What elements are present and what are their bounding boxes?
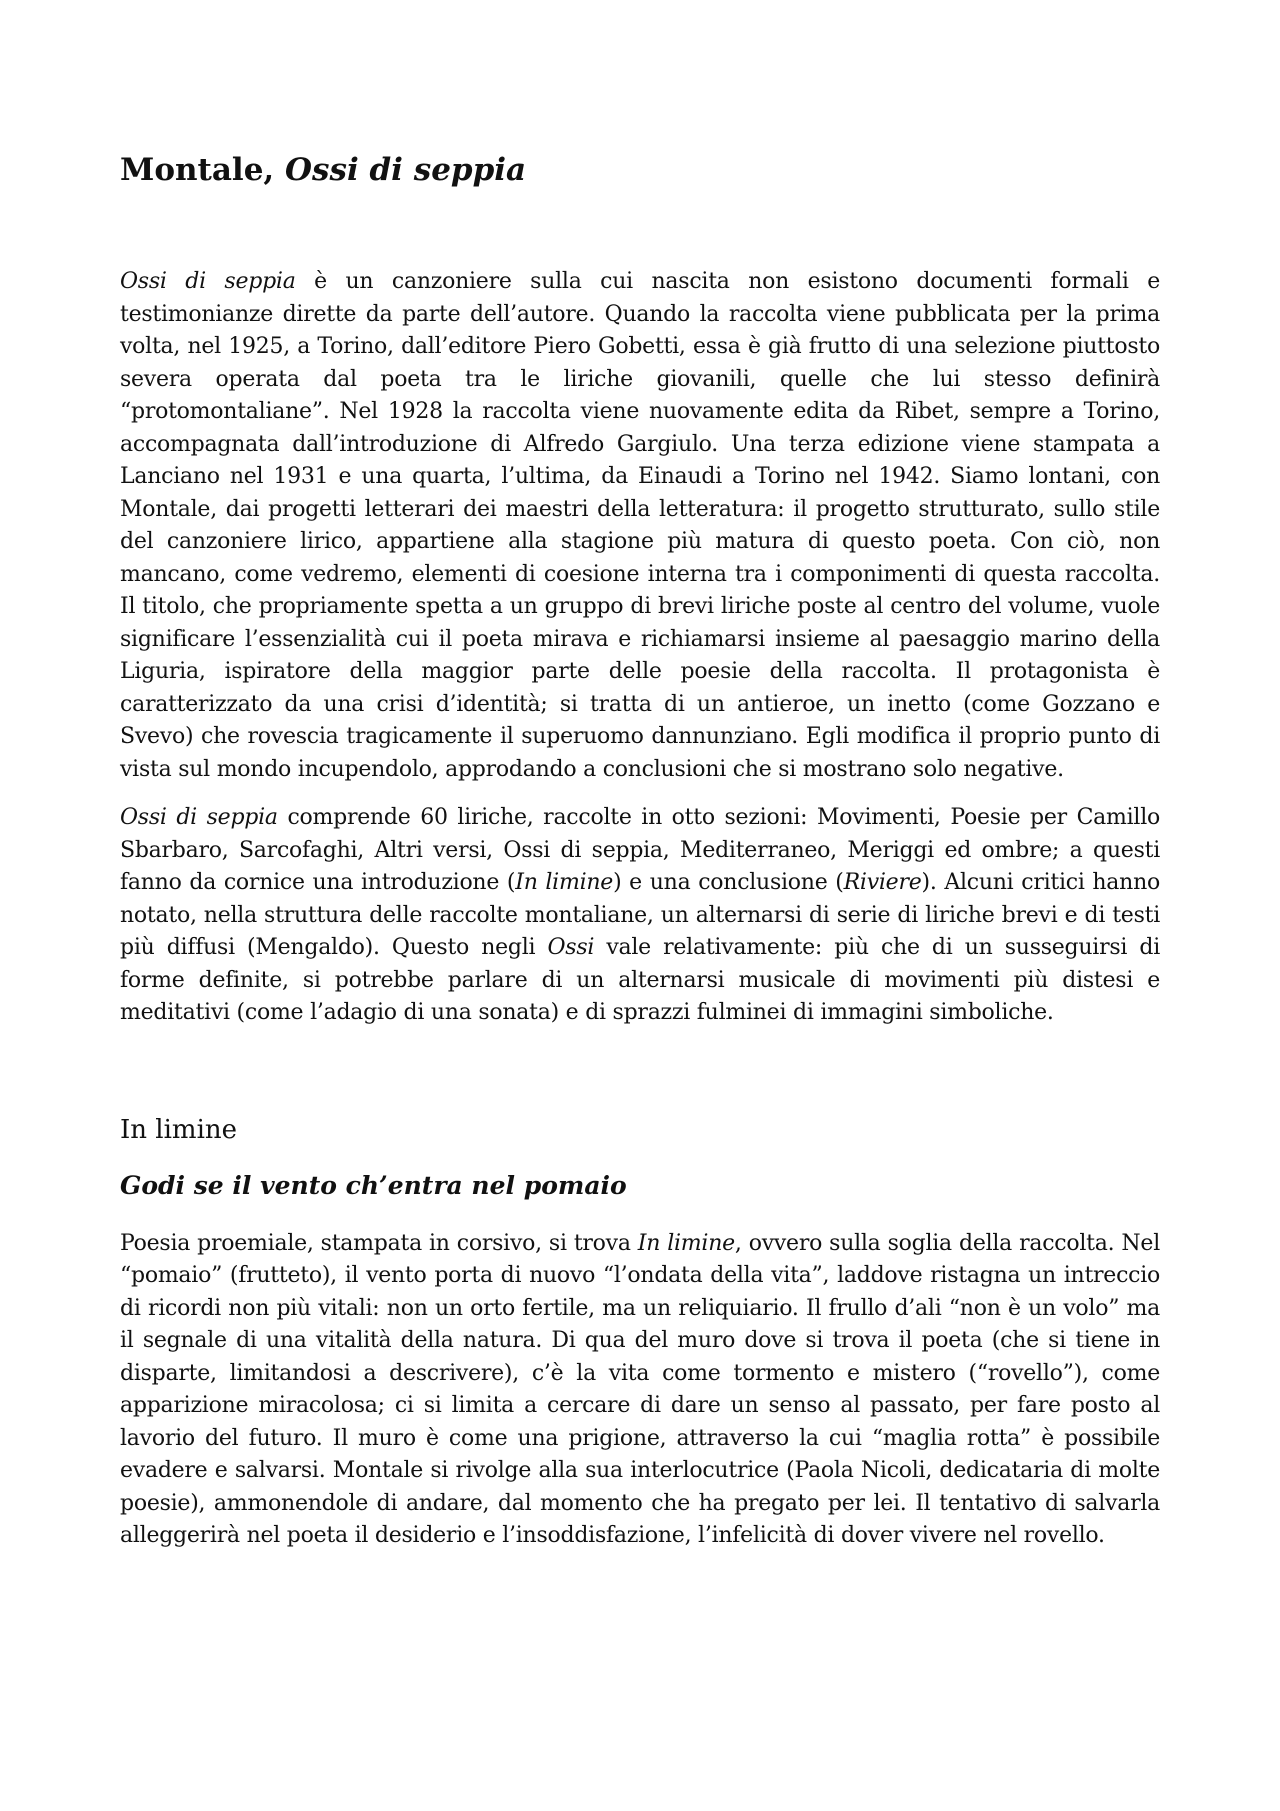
structure-text-4: vale relativamente: più che di un susseguirsi di forme definite, si potrebbe parlare di un alternarsi musicale di movimenti più distesi e meditativi (come l’adagio di una sonata) e di sprazzi fulminei di immagini simboliche. [120,935,1160,1025]
document-page [120,150,1160,1553]
poem-title: Godi se il vento ch’entra nel pomaio [120,1170,627,1200]
section-heading: In limine [120,1114,238,1145]
intro-lead: Ossi di seppia [120,269,296,294]
structure-in-limine: In limine [515,870,614,895]
structure-ossi: Ossi [547,935,595,960]
commentary-text-2: , ovvero sulla soglia della raccolta. Nel “pomaio” (frutteto), il vento porta di nuovo “l’ondata della vita”, laddove ristagna un intreccio di ricordi non più vitali: non un orto fertile, ma un reliquiario. Il frullo d’ali “non è un volo” ma il segnale di una vitalità della natura. Di qua del muro dove si trova il poeta (che si tiene in disparte, limitandosi a descrivere), c’è la vita come tormento e mistero (“rovello”), come apparizione miracolosa; ci si limita a cercare di dare un senso al passato, per fare posto al lavorio del futuro. Il muro è come una prigione, attraverso la cui “maglia rotta” è possibile evadere e salvarsi. Montale si rivolge alla sua interlocutrice (Paola Nicoli, dedicataria di molte poesie), ammonendole di andare, dal momento che ha pregato per lei. Il tentativo di salvarla alleggerirà nel poeta il desiderio e l’insoddisfazione, l’infelicità di dover vivere nel rovello. [120,1230,1160,1548]
title-work: Ossi di seppia [285,152,527,188]
structure-paragraph [120,802,1160,1030]
structure-lead: Ossi di seppia [120,805,278,830]
structure-riviere: Riviere [843,870,922,895]
commentary-text-1: Poesia proemiale, stampata in corsivo, si trova [120,1230,638,1256]
structure-text-2: ) e una conclusione ( [613,870,844,895]
commentary-in-limine: In limine [637,1230,735,1256]
intro-paragraph [120,266,1160,786]
title-author: Montale, [120,152,275,188]
document-title [120,150,1160,190]
structure-text-3: ). Alcuni critici hanno notato, nella struttura delle raccolte montaliane, un alternarsi di serie di liriche brevi e di testi più diffusi (Mengaldo). Questo negli [120,870,1161,960]
commentary-paragraph [120,1228,1160,1553]
structure-text-1: comprende 60 liriche, raccolte in otto sezioni: Movimenti, Poesie per Camillo Sbarbaro, Sarcofaghi, Altri versi, Ossi di seppia, Mediterraneo, Meriggi ed ombre; a questi fanno da cornice una introduzione ( [120,805,1160,895]
intro-text: è un canzoniere sulla cui nascita non esistono documenti formali e testimonianze dirette da parte dell’autore. Quando la raccolta viene pubblicata per la prima volta, nel 1925, a Torino, dall’editore Piero Gobetti, essa è già frutto di una selezione piuttosto severa operata dal poeta tra le liriche giovanili, quelle che lui stesso definirà “protomontaliane”. Nel 1928 la raccolta viene nuovamente edita da Ribet, sempre a Torino, accompagnata dall’introduzione di Alfredo Gargiulo. Una terza edizione viene stampata a Lanciano nel 1931 e una quarta, l’ultima, da Einaudi a Torino nel 1942. Siamo lontani, con Montale, dai progetti letterari dei maestri della letteratura: il progetto strutturato, sullo stile del canzoniere lirico, appartiene alla stagione più matura di questo poeta. Con ciò, non mancano, come vedremo, elementi di coesione interna tra i componimenti di questa raccolta. Il titolo, che propriamente spetta a un gruppo di brevi liriche poste al centro del volume, vuole significare l’essenzialità cui il poeta mirava e richiamarsi insieme al paesaggio marino della Liguria, ispiratore della maggior parte delle poesie della raccolta. Il protagonista è caratterizzato da una crisi d’identità; si tratta di un antieroe, un inetto (come Gozzano e Svevo) che rovescia tragicamente il superuomo dannunziano. Egli modifica il proprio punto di vista sul mondo incupendolo, approdando a conclusioni che si mostrano solo negative. [120,269,1160,782]
